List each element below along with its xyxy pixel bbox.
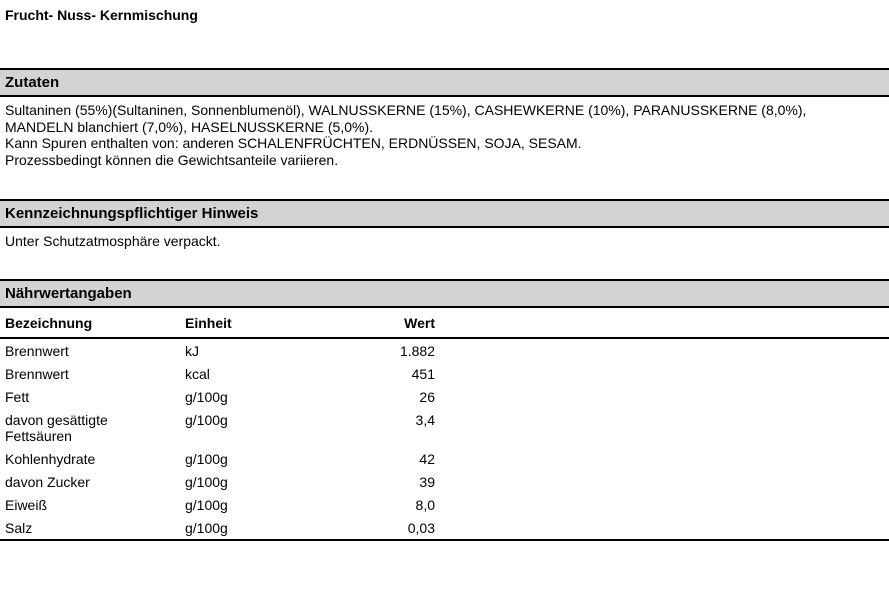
table-row — [0, 447, 889, 470]
section-heading-zutaten: Zutaten — [0, 68, 889, 97]
nutrition-table — [0, 308, 889, 541]
row-spacer — [435, 362, 889, 385]
packaging-note: Unter Schutzatmosphäre verpackt. — [5, 233, 221, 249]
nutrient-name: davon gesättigte Fettsäuren — [5, 412, 108, 444]
table-header-row — [0, 308, 889, 338]
page-title: Frucht- Nuss- Kernmischung — [5, 7, 198, 23]
ingredients-line: Sultaninen (55%)(Sultaninen, Sonnenblumenöl), WALNUSSKERNE (15%), CASHEWKERNE (10%), PARANUSSKERNE (8,0%), — [5, 102, 807, 118]
table-row — [0, 362, 889, 385]
table-row — [0, 408, 889, 447]
nutrient-name: Salz — [0, 516, 175, 540]
row-spacer — [435, 470, 889, 493]
row-spacer — [435, 338, 889, 362]
weight-variation-note: Prozessbedingt können die Gewichtsanteile variieren. — [5, 151, 339, 168]
nutrient-value: 26 — [419, 389, 435, 405]
nutrient-name: Fett — [5, 389, 30, 405]
section-zutaten — [0, 68, 889, 168]
allergen-note: Kann Spuren enthalten von: anderen SCHALENFRÜCHTEN, ERDNÜSSEN, SOJA, SESAM. — [5, 135, 582, 151]
nutrient-value: 3,4 — [415, 412, 435, 428]
column-spacer — [435, 308, 889, 338]
section-naehrwerte — [0, 279, 889, 308]
nutrient-name: Eiweiß — [5, 497, 48, 513]
nutrient-unit: g/100g — [185, 497, 228, 513]
nutrient-unit: kJ — [185, 343, 199, 359]
nutrient-unit: kcal — [185, 366, 210, 382]
row-spacer — [435, 385, 889, 408]
nutrient-unit: g/100g — [185, 474, 228, 490]
nutrient-value: 0,03 — [355, 516, 435, 540]
column-header-bezeichnung: Bezeichnung — [0, 308, 175, 338]
table-row — [0, 385, 889, 408]
table-row — [0, 493, 889, 516]
row-spacer — [435, 447, 889, 470]
nutrient-unit: g/100g — [175, 516, 355, 540]
nutrient-unit: g/100g — [185, 451, 228, 467]
nutrient-value: 8,0 — [415, 497, 435, 513]
hinweis-text-block — [0, 228, 889, 250]
table-row — [0, 470, 889, 493]
nutrient-value: 1.882 — [399, 343, 435, 359]
column-header-wert: Wert — [355, 308, 435, 338]
row-spacer — [435, 493, 889, 516]
section-hinweis — [0, 199, 889, 250]
table-row — [0, 516, 889, 540]
nutrient-name: davon Zucker — [5, 474, 90, 490]
nutrient-unit: g/100g — [185, 389, 228, 405]
table-row — [0, 338, 889, 362]
column-header-einheit: Einheit — [175, 308, 355, 338]
row-spacer — [435, 516, 889, 540]
section-heading-hinweis: Kennzeichnungspflichtiger Hinweis — [0, 199, 889, 228]
nutrient-name: Kohlenhydrate — [5, 451, 96, 467]
row-spacer — [435, 408, 889, 447]
ingredients-line: MANDELN blanchiert (7,0%), HASELNUSSKERNE (5,0%). — [5, 118, 374, 135]
nutrient-value: 39 — [419, 474, 435, 490]
nutrient-value: 42 — [419, 451, 435, 467]
nutrient-unit: g/100g — [185, 412, 228, 428]
nutrient-value: 451 — [411, 366, 435, 382]
section-heading-naehrwerte: Nährwertangaben — [0, 279, 889, 308]
nutrient-name: Brennwert — [5, 366, 69, 382]
nutrient-name: Brennwert — [5, 343, 69, 359]
ingredients-text — [0, 97, 889, 168]
